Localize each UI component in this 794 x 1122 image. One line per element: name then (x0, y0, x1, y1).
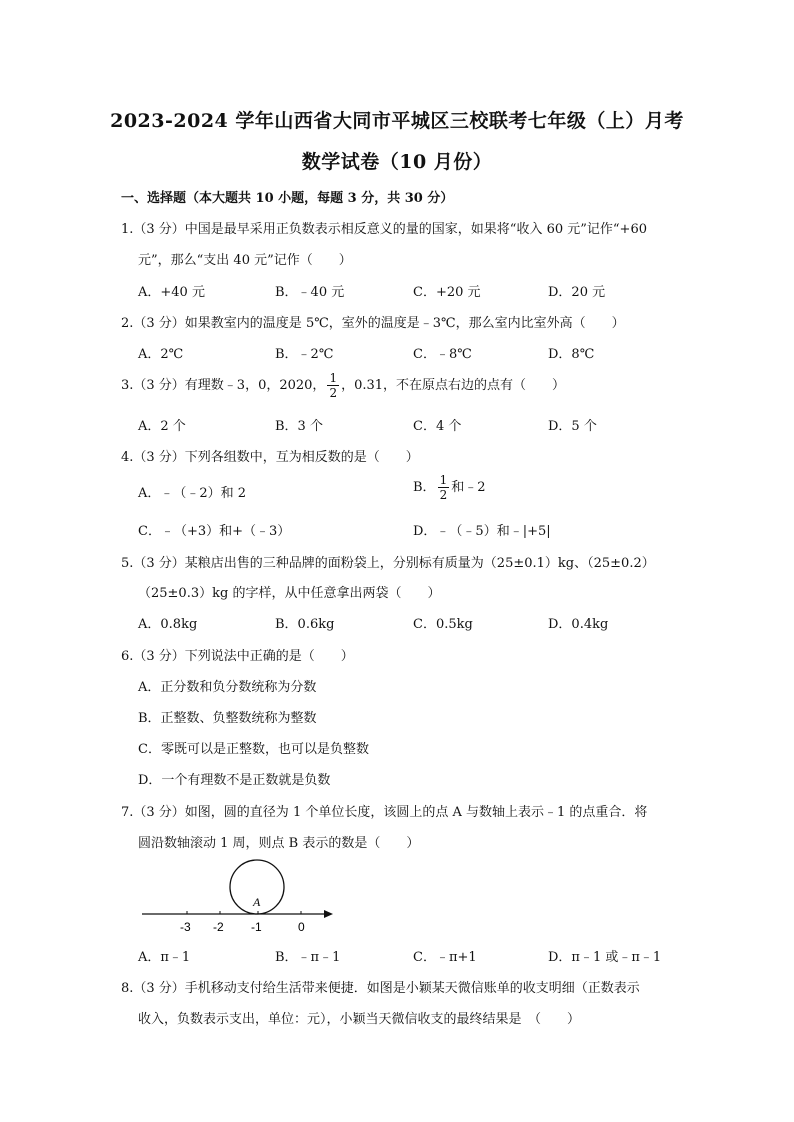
q7-option-c: C．﹣π+1 (413, 950, 477, 965)
q7-option-d: D．π﹣1 或﹣π﹣1 (548, 950, 662, 965)
tick-label: -1 (251, 920, 262, 934)
section-heading: 一、选择题（本大题共 10 小题，每题 3 分，共 30 分） (121, 191, 454, 206)
q5-option-d: D．0.4kg (548, 617, 609, 632)
fraction-numerator: 1 (439, 473, 448, 487)
q1-option-c: C．+20 元 (413, 285, 481, 300)
point-a-label: A (253, 895, 261, 909)
exam-title-line1: 2023-2024 学年山西省大同市平城区三校联考七年级（上）月考 (110, 110, 684, 132)
q3-option-d: D．5 个 (548, 419, 597, 434)
q4-option-b (413, 474, 485, 501)
fraction-denominator: 2 (439, 488, 448, 502)
question-4-text: 4.（3 分）下列各组数中，互为相反数的是（ ） (121, 450, 419, 465)
q6-option-a: A．正分数和负分数统称为分数 (138, 680, 317, 695)
q4-option-a: A．﹣（﹣2）和 2 (138, 486, 247, 501)
q4-option-c: C．﹣（+3）和+（﹣3） (138, 524, 291, 539)
q5-option-c: C．0.5kg (413, 617, 473, 632)
question-3-text (121, 372, 565, 399)
question-8-text: 8.（3 分）手机移动支付给生活带来便捷．如图是小颖某天微信账单的收支明细（正数表示 (121, 981, 640, 996)
question-1-text: 1.（3 分）中国是最早采用正负数表示相反意义的量的国家，如果将“收入 60 元”记作“+60 (121, 222, 647, 237)
q3-option-c: C．4 个 (413, 419, 462, 434)
question-5-text-cont: （25±0.3）kg 的字样，从中任意拿出两袋（ ） (138, 586, 441, 601)
q2-option-b: B．﹣2℃ (275, 347, 334, 362)
q2-option-a: A．2℃ (138, 347, 184, 362)
question-8-text-cont: 收入，负数表示支出，单位：元），小颖当天微信收支的最终结果是 （ ） (138, 1012, 581, 1027)
q4-option-b-post: 和﹣2 (451, 480, 486, 495)
q4-option-b-label: B． (413, 480, 436, 495)
tick-label: -3 (180, 920, 191, 934)
q1-option-d: D．20 元 (548, 285, 606, 300)
q2-option-c: C．﹣8℃ (413, 347, 472, 362)
fraction-numerator: 1 (329, 371, 338, 385)
q5-option-a: A．0.8kg (138, 617, 198, 632)
q2-option-d: D．8℃ (548, 347, 595, 362)
axis-arrow-icon (324, 910, 333, 918)
q7-option-a: A．π﹣1 (138, 950, 191, 965)
question-7-text: 7.（3 分）如图，圆的直径为 1 个单位长度，该圆上的点 A 与数轴上表示﹣1 的点重合．将 (121, 805, 648, 820)
q5-option-b: B．0.6kg (275, 617, 335, 632)
q1-option-b: B．﹣40 元 (275, 285, 345, 300)
q7-option-b: B．﹣π﹣1 (275, 950, 341, 965)
q6-option-b: B．正整数、负整数统称为整数 (138, 711, 317, 726)
q6-option-c: C．零既可以是正整数，也可以是负整数 (138, 742, 369, 757)
question-7-text-cont: 圆沿数轴滚动 1 周，则点 B 表示的数是（ ） (138, 836, 420, 851)
question-5-text: 5.（3 分）某粮店出售的三种品牌的面粉袋上，分别标有质量为（25±0.1）kg、（25±0.2） (121, 556, 655, 571)
fraction-one-half (327, 372, 339, 399)
exam-title-line2: 数学试卷（10 月份） (301, 151, 493, 173)
fraction-one-half (438, 474, 450, 501)
q3-option-a: A．2 个 (138, 419, 186, 434)
question-2-text: 2.（3 分）如果教室内的温度是 5℃，室外的温度是﹣3℃，那么室内比室外高（ ） (121, 316, 625, 331)
q1-option-a: A．+40 元 (138, 285, 205, 300)
fraction-denominator: 2 (329, 386, 338, 400)
question-1-text-cont: 元”，那么“支出 40 元”记作（ ） (138, 253, 352, 268)
tick-label: -2 (213, 920, 224, 934)
question-6-text: 6.（3 分）下列说法中正确的是（ ） (121, 649, 354, 664)
q3-text-post: ，0.31，不在原点右边的点有（ ） (341, 378, 566, 393)
tick-label: 0 (298, 920, 305, 934)
q3-option-b: B．3 个 (275, 419, 323, 434)
q4-option-d: D．﹣（﹣5）和﹣|+5| (413, 524, 551, 539)
number-line-figure (140, 857, 340, 937)
q3-text-pre: 3.（3 分）有理数﹣3，0，2020， (121, 378, 326, 393)
q6-option-d: D．一个有理数不是正数就是负数 (138, 773, 331, 788)
